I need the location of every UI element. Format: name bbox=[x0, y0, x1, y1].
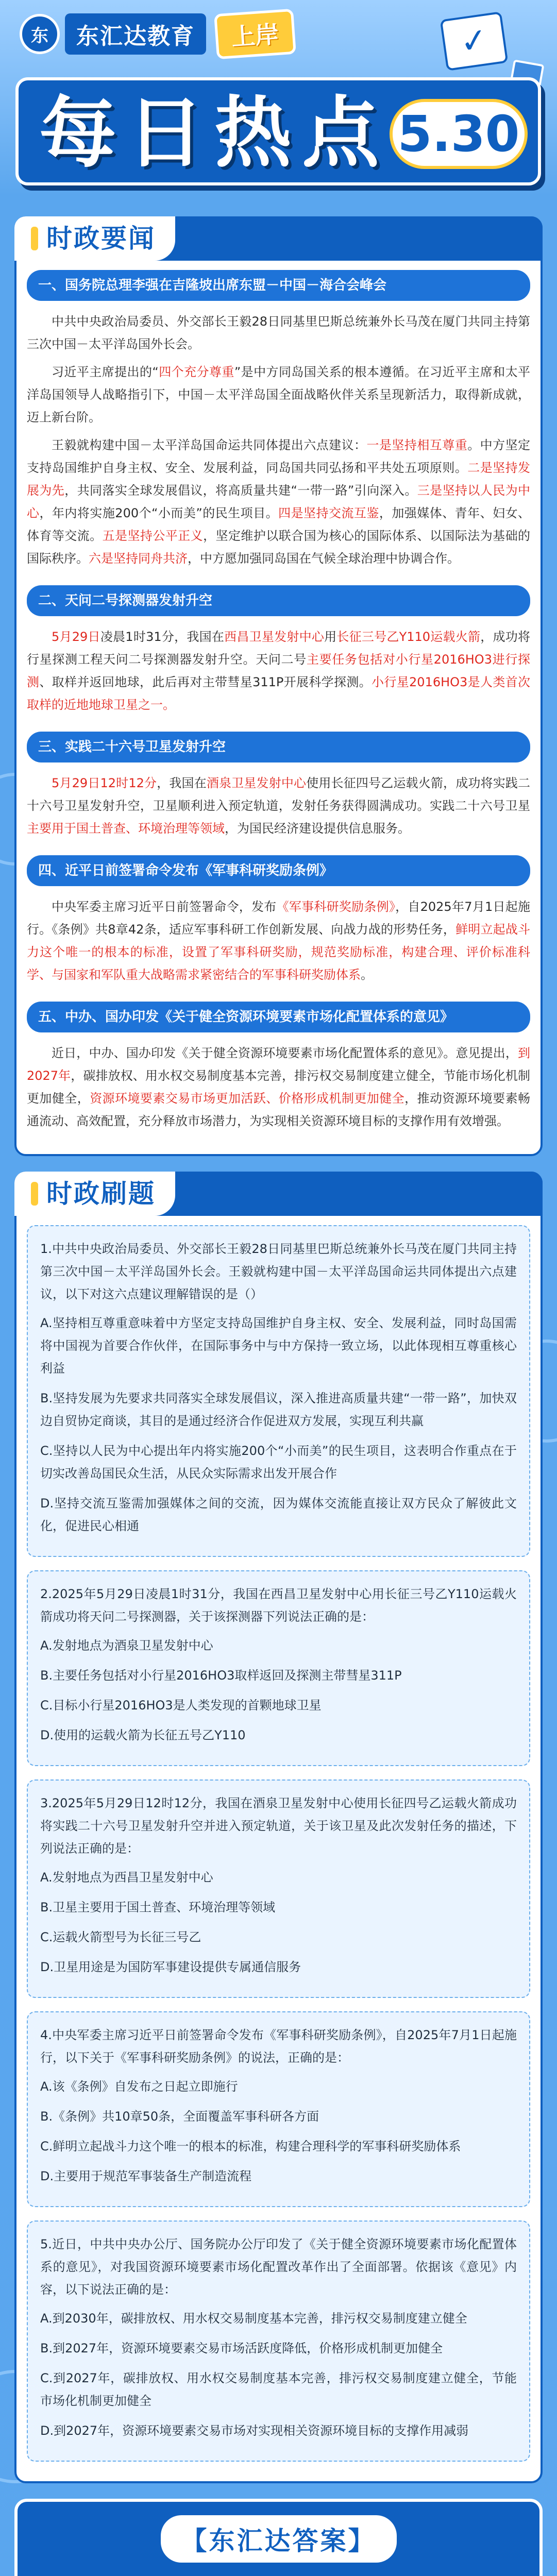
answer-option: A.发射地点为西昌卫星发射中心 bbox=[40, 1870, 213, 1885]
answer-option: A.到2030年，碳排放权、用水权交易制度基本完善，排污权交易制度建立健全 bbox=[40, 2311, 467, 2326]
highlight-text: 五是坚持公平正义 bbox=[102, 529, 204, 543]
answer-option: D.到2027年，资源环境要素交易市场对实现相关资源环境目标的支撑作用减弱 bbox=[40, 2424, 469, 2438]
question-text: 1.中共中央政治局委员、外交部长王毅28日同基里巴斯总统兼外长马茂在厦门共同主持第三次中国－太平洋岛国外长会。王毅就构建中国－太平洋岛国命运共同体提出六点建议，以下对这六点建议理解错误的是（） bbox=[40, 1242, 517, 1301]
answer-title: 【东汇达答案】 bbox=[161, 2515, 397, 2563]
highlight-text: 主要用于国土普查、环境治理等领域 bbox=[27, 821, 225, 836]
quiz-question bbox=[27, 1225, 530, 1557]
news-title: 二、天问二号探测器发射升空 bbox=[27, 585, 530, 616]
news-paragraph bbox=[27, 1042, 530, 1132]
brand-tag: 上岸 bbox=[214, 9, 296, 60]
answer-option: A.该《条例》自发布之日起立即施行 bbox=[40, 2079, 238, 2094]
body-text: 、取样并返回地球，此后再对主带彗星311P开展科学探测。 bbox=[39, 675, 372, 689]
highlight-text: 二是坚持发展为先 bbox=[27, 461, 531, 498]
answer-option: C.坚持以人民为中心提出年内将实施200个“小而美”的民生项目，这表明合作重点在于切实改善岛国民众生活，从民众实际需求出发开展合作 bbox=[40, 1444, 517, 1481]
body-text: ，坚定维护以联合国为核心的国际体系、以国际法为基础的国际秩序。 bbox=[27, 529, 531, 566]
body-text: ”是中方同岛国关系的根本遵循。在习近平主席和太平洋岛国领导人战略指引下，中国－太平洋岛国全面战略伙伴关系呈现新活力，取得新成就，迈上新台阶。 bbox=[27, 365, 531, 425]
answer-option: B.坚持发展为先要求共同落实全球发展倡议，深入推进高质量共建“一带一路”，加快双边自贸协定商谈，其目的是通过经济合作促进双方发展，实现互利共赢 bbox=[40, 1391, 517, 1428]
checkmark-icon: ✓ bbox=[440, 11, 509, 71]
body-text: 中共中央政治局委员、外交部长王毅28日同基里巴斯总统兼外长马茂在厦门共同主持第三次中国－太平洋岛国外长会。 bbox=[27, 314, 530, 351]
section-header bbox=[14, 216, 543, 261]
highlight-text: 小行星2016HO3是人类首次取样的近地地球卫星之一。 bbox=[27, 675, 531, 712]
question-text: 4.中央军委主席习近平日前签署命令发布《军事科研奖励条例》，自2025年7月1日起施行，以下关于《军事科研奖励条例》的说法，正确的是： bbox=[40, 2028, 517, 2065]
body-text: ，碳排放权、用水权交易制度基本完善，排污权交易制度建立健全，节能市场化机制更加健全， bbox=[27, 1069, 531, 1106]
highlight-text: 四是坚持交流互鉴 bbox=[278, 506, 379, 520]
quiz-question bbox=[27, 2011, 530, 2207]
highlight-text: 酒泉卫星发射中心 bbox=[206, 776, 307, 790]
question-text: 2.2025年5月29日凌晨1时31分，我国在西昌卫星发射中心用长征三号乙Y110运载火箭成功将天问二号探测器，关于该探测器下列说法正确的是： bbox=[40, 1587, 517, 1624]
answer-option: A.坚持相互尊重意味着中方坚定支持岛国维护自身主权、安全、发展利益，同时岛国需将中国视为首要合作伙伴，在国际事务中与中方保持一致立场，以此体现相互尊重核心利益 bbox=[40, 1316, 517, 1376]
body-text: 习近平主席提出的“ bbox=[52, 365, 159, 379]
news-title: 四、近平日前签署命令发布《军事科研奖励条例》 bbox=[27, 855, 530, 886]
answer-option: C.鲜明立起战斗力这个唯一的根本的标准，构建合理科学的军事科研奖励体系 bbox=[40, 2139, 461, 2154]
body-text: ，为国民经济建设提供信息服务。 bbox=[225, 821, 410, 836]
news-item bbox=[27, 1002, 530, 1132]
answer-option: C.到2027年，碳排放权、用水权交易制度基本完善，排污权交易制度建立健全，节能市场化机制更加健全 bbox=[40, 2371, 517, 2408]
answer-option: D.坚持交流互鉴需加强媒体之间的交流，因为媒体交流能直接让双方民众了解彼此文化，促进民心相通 bbox=[40, 1496, 517, 1533]
news-paragraph bbox=[27, 895, 530, 986]
body-text: 王毅就构建中国－太平洋岛国命运共同体提出六点建议： bbox=[52, 438, 367, 452]
news-title: 五、中办、国办印发《关于健全资源环境要素市场化配置体系的意见》 bbox=[27, 1002, 530, 1032]
highlight-text: 到2027年 bbox=[27, 1046, 530, 1083]
highlight-text: 西昌卫星发射中心 bbox=[224, 630, 325, 644]
news-title: 一、国务院总理李强在吉隆坡出席东盟－中国－海合会峰会 bbox=[27, 270, 530, 301]
title-banner bbox=[15, 77, 541, 185]
brand bbox=[20, 11, 295, 57]
body-text: ，自2025年7月1日起施行。《条例》共8章42条，适应军事科研工作创新发展、向战力战的形势任务， bbox=[27, 900, 531, 937]
section-title: 时政刷题 bbox=[14, 1172, 175, 1216]
highlight-text: 长征三号乙Y110运载火箭 bbox=[336, 630, 481, 644]
highlight-text: 鲜明立起战斗力这个唯一的根本的标准，设置了军事科研奖励，规范奖励标准，构建合理、评价标准科学、与国家和军队重大战略需求紧密结合的军事科研奖励体系 bbox=[27, 922, 531, 982]
question-text: 5.近日，中共中央办公厅、国务院办公厅印发了《关于健全资源环境要素市场化配置体系的意见》，对我国资源环境要素市场化配置改革作出了全面部署。依据该《意见》内容，以下说法正确的是： bbox=[40, 2237, 517, 2297]
answer-option: B.卫星主要用于国土普查、环境治理等领域 bbox=[40, 1900, 276, 1914]
quiz-question bbox=[27, 2221, 530, 2462]
news-paragraph bbox=[27, 310, 530, 355]
body-text: ，加强媒体、青年、妇女、体育等交流。 bbox=[27, 506, 531, 543]
brand-name: 东汇达教育 bbox=[65, 13, 206, 55]
news-paragraph bbox=[27, 434, 530, 570]
highlight-text: 5月29日 bbox=[52, 630, 100, 644]
body-text: 中央军委主席习近平日前签署命令，发布 bbox=[52, 900, 277, 914]
brand-logo: 东 bbox=[20, 14, 60, 54]
news-list bbox=[27, 270, 530, 1148]
news-item bbox=[27, 585, 530, 716]
highlight-text: 《军事科研奖励条例》 bbox=[276, 900, 396, 914]
politics-section bbox=[14, 216, 543, 1156]
answer-panel bbox=[14, 2499, 543, 2576]
section-header bbox=[14, 1172, 543, 1216]
body-text: 。中方坚定支持岛国维护自身主权、安全、发展利益，同岛国共同弘扬和平共处五项原则。 bbox=[27, 438, 531, 475]
news-item bbox=[27, 855, 530, 986]
answer-option: B.《条例》共10章50条，全面覆盖军事科研各方面 bbox=[40, 2109, 319, 2124]
quiz-question bbox=[27, 1780, 530, 1998]
news-title: 三、实践二十六号卫星发射升空 bbox=[27, 732, 530, 762]
quiz-section bbox=[14, 1172, 543, 2483]
highlight-text: 四个充分尊重 bbox=[158, 365, 234, 379]
body-text: ，我国在 bbox=[157, 776, 207, 790]
highlight-text: 资源环境要素交易市场更加活跃、价格形成机制更加健全 bbox=[90, 1091, 405, 1106]
body-text: ，共同落实全球发展倡议，将高质量共建“一带一路”引向深入。 bbox=[64, 483, 417, 498]
body-text: 使用长征四号乙运载火箭，成功将实践二十六号卫星发射升空，卫星顺利进入预定轨道，发射任务获得圆满成功。实践二十六号卫星 bbox=[27, 776, 531, 813]
body-text: 近日，中办、国办印发《关于健全资源环境要素市场化配置体系的意见》。意见提出， bbox=[52, 1046, 518, 1060]
news-paragraph bbox=[27, 625, 530, 716]
body-text: 。 bbox=[361, 968, 373, 982]
highlight-text: 一是坚持相互尊重 bbox=[366, 438, 468, 452]
answer-option: B.到2027年，资源环境要素交易市场活跃度降低，价格形成机制更加健全 bbox=[40, 2341, 443, 2355]
section-title: 时政要闻 bbox=[14, 216, 175, 261]
answer-option: A.发射地点为酒泉卫星发射中心 bbox=[40, 1638, 213, 1653]
answer-option: C.目标小行星2016HO3是人类发现的首颗地球卫星 bbox=[40, 1698, 322, 1713]
answer-option: D.使用的运载火箭为长征五号乙Y110 bbox=[40, 1728, 246, 1742]
body-text: ，成功将行星探测工程天问二号探测器发射升空。天问二号 bbox=[27, 630, 531, 667]
question-text: 3.2025年5月29日12时12分，我国在酒泉卫星发射中心使用长征四号乙运载火箭成功将实践二十六号卫星发射升空并进入预定轨道，关于该卫星及此次发射任务的描述，下列说法正确的是： bbox=[40, 1796, 517, 1856]
quiz-question bbox=[27, 1570, 530, 1766]
answer-option: D.主要用于规范军事装备生产制造流程 bbox=[40, 2169, 252, 2183]
answer-option: D.卫星用途是为国防军事建设提供专属通信服务 bbox=[40, 1960, 301, 1974]
highlight-text: 5月29日12时12分 bbox=[52, 776, 157, 790]
highlight-text: 主要任务包括对小行星2016HO3进行探测 bbox=[27, 652, 530, 689]
body-text: ，年内将实施200个“小而美”的民生项目。 bbox=[39, 506, 279, 520]
answer-option: C.运载火箭型号为长征三号乙 bbox=[40, 1930, 201, 1944]
body-text: 凌晨1时31分，我国在 bbox=[100, 630, 225, 644]
highlight-text: 三是坚持以人民为中心 bbox=[27, 483, 531, 520]
body-text: ，中方愿加强同岛国在气候全球治理中协调合作。 bbox=[188, 551, 460, 566]
quiz-list bbox=[27, 1225, 530, 2475]
highlight-text: 六是坚持同舟共济 bbox=[89, 551, 188, 566]
news-paragraph bbox=[27, 772, 530, 840]
page-title: 每日热点 bbox=[39, 89, 390, 178]
body-text: 用 bbox=[324, 630, 337, 644]
news-item bbox=[27, 270, 530, 570]
date-badge: 5.30 bbox=[390, 99, 528, 169]
body-text: ，推动资源环境要素畅通流动、高效配置，充分释放市场潜力，为实现相关资源环境目标的支撑作用有效增强。 bbox=[27, 1091, 531, 1128]
news-paragraph bbox=[27, 361, 530, 429]
header bbox=[0, 0, 557, 206]
news-item bbox=[27, 732, 530, 840]
answer-option: B.主要任务包括对小行星2016HO3取样返回及探测主带彗星311P bbox=[40, 1668, 402, 1683]
